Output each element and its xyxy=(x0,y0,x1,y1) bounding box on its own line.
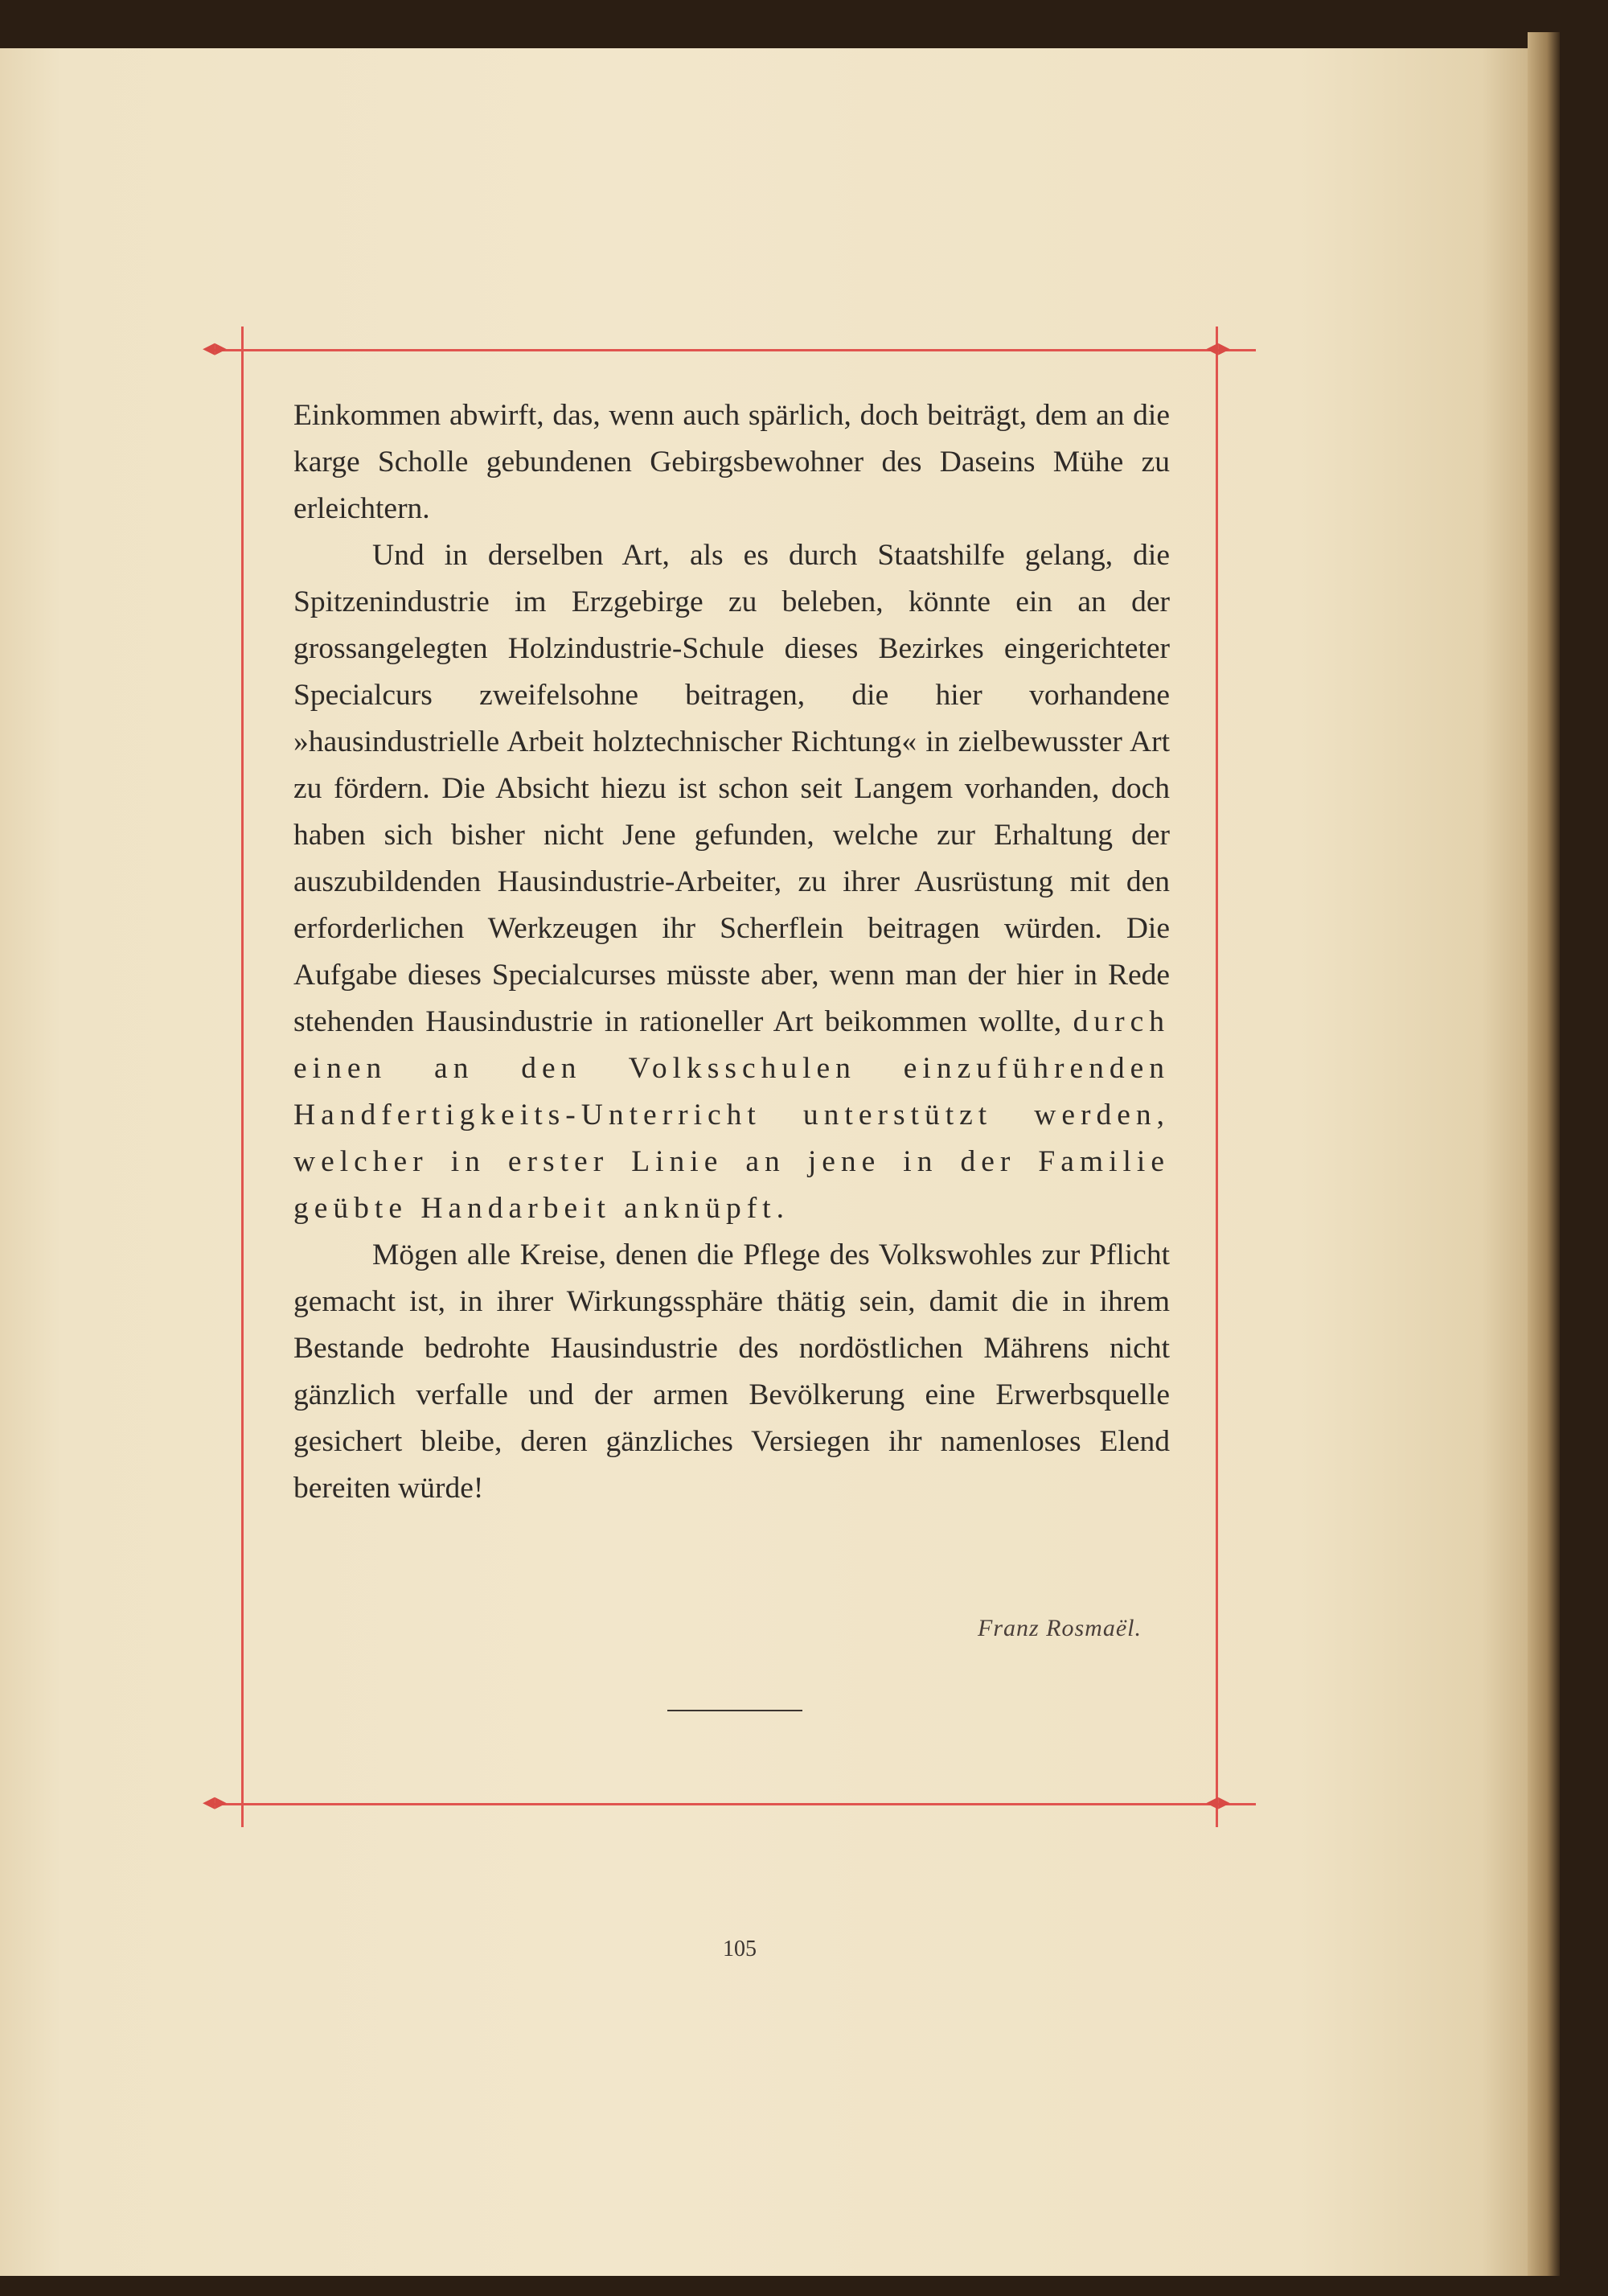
corner-ornament-top-right: ◂▸ xyxy=(1206,335,1231,361)
frame-left-rule xyxy=(241,327,244,1827)
page-number: 105 xyxy=(723,1937,757,1961)
end-rule xyxy=(667,1710,802,1711)
frame-bottom-rule xyxy=(211,1803,1256,1805)
corner-ornament-bottom-right: ◂▸ xyxy=(1206,1789,1231,1815)
frame-top-rule xyxy=(211,349,1256,351)
corner-ornament-top-left: ◂▸ xyxy=(203,335,228,361)
paragraph-2-text: Und in derselben Art, als es durch Staatshilfe gelang, die Spitzenindustrie im Erzgebirge zu beleben, könnte ein an der grossangelegten Holzindustrie-Schule dieses Bezirkes eingerichteter Specialcurs zweifelsohne beitragen, die hier vorhandene »hausindustrielle Arbeit holztechnischer Richtung« in zielbewusster Art zu fördern. Die Absicht hiezu ist schon seit Langem vorhanden, doch haben sich bisher nicht Jene gefunden, welche zur Erhaltung der auszubildenden Hausindustrie-Arbeiter, zu ihrer Ausrüstung mit den erforderlichen Werkzeugen ihr Scherflein beitragen würden. Die Aufgabe dieses Specialcurses müsste aber, wenn man der hier in Rede stehenden Hausindustrie in rationeller Art beikommen wollte, xyxy=(293,539,1170,1038)
frame-right-rule xyxy=(1216,327,1218,1827)
body-text xyxy=(293,392,1170,1512)
corner-ornament-bottom-left: ◂▸ xyxy=(203,1789,228,1815)
paragraph-2 xyxy=(293,532,1170,1232)
page-edge xyxy=(1528,32,1560,2276)
paragraph-1: Einkommen abwirft, das, wenn auch spärlich, doch beiträgt, dem an die karge Scholle gebundenen Gebirgsbewohner des Daseins Mühe zu erleichtern. xyxy=(293,399,1170,525)
author-signature: Franz Rosmaël. xyxy=(978,1615,1142,1641)
paragraph-3: Mögen alle Kreise, denen die Pflege des Volkswohles zur Pflicht gemacht ist, in ihrer Wirkungssphäre thätig sein, damit die in ihrem Bestande bedrohte Hausindustrie des nordöstlichen Mährens nicht gänzlich verfalle und der armen Bevölkerung eine Erwerbsquelle gesichert bleibe, deren gänzliches Versiegen ihr namenloses Elend bereiten würde! xyxy=(293,1238,1170,1505)
paragraph-2-spaced-text: durch einen an den Volksschulen einzuführenden Handfertigkeits-Unterricht unterstützt werden, welcher in erster Linie an jene in der Familie geübte Handarbeit anknüpft. xyxy=(293,1005,1170,1225)
